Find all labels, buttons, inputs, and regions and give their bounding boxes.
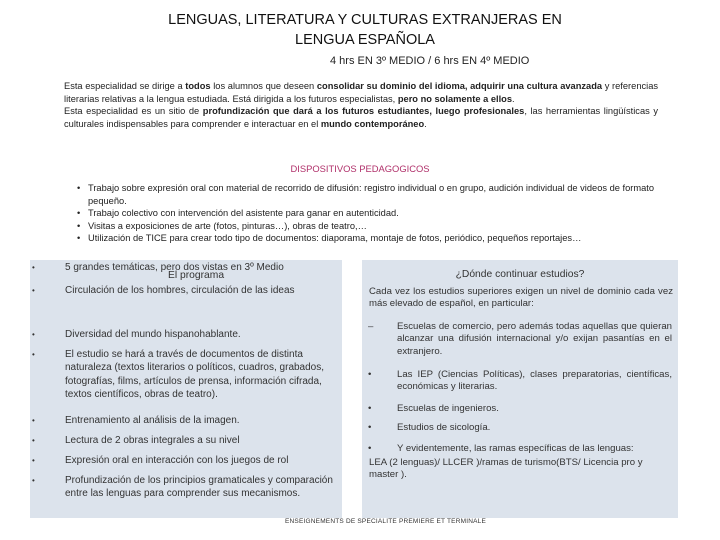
intro-paragraph-1 — [64, 80, 658, 105]
programa-item-text: Diversidad del mundo hispanohablante. — [65, 329, 241, 340]
bullet-icon: • — [368, 403, 372, 414]
programa-item-text: Circulación de los hombres, circulación de las ideas — [65, 285, 295, 296]
programa-item-text: Lectura de 2 obras integrales a su nivel — [65, 435, 240, 446]
intro-bold-run: consolidar su dominio del idioma, adquirir una cultura avanzada — [316, 81, 603, 91]
intro-text — [64, 80, 658, 130]
list-item: • Trabajo sobre expresión oral con material de recorrido de difusión: registro individual o en grupo, audición individual de videos de formato pequeño. — [76, 182, 676, 207]
intro-text-run: y referencias literarias relativas a la lengua estudiada. Está dirigida a los futuros especialistas, — [64, 81, 659, 104]
list-item: • Trabajo colectivo con intervención del asistente para ganar en autenticidad. — [76, 207, 676, 220]
intro-text-run: Esta especialidad es un sitio de — [64, 106, 203, 117]
title-line-1: LENGUAS, LITERATURA Y CULTURAS EXTRANJERAS EN — [168, 12, 562, 28]
dispositivos-heading: DISPOSITIVOS PEDAGOGICOS — [290, 163, 430, 174]
intro-text-run: , las herramientas lingüísticas y culturales indispensables para comprender e interactuar en el — [64, 106, 658, 129]
bullet-icon: • — [32, 456, 35, 465]
continuar-item: Escuelas de comercio, pero además todas aquellas que quieran alcanzar una difusión internacional y/o exijan pasantías en el extranjero. — [397, 321, 672, 357]
continuar-panel — [362, 260, 678, 518]
dispositivos-list — [76, 182, 676, 245]
bullet-icon: • — [368, 369, 372, 380]
intro-text-run: . — [424, 118, 427, 129]
continuar-item: Y evidentemente, las ramas específicas de las lenguas: — [397, 443, 634, 454]
programa-item-text: Entrenamiento al análisis de la imagen. — [65, 415, 240, 426]
continuar-closing: LEA (2 lenguas)/ LLCER )/ramas de turismo(BTS/ Licencia pro y master ). — [369, 457, 643, 481]
hours-subtitle: 4 hrs EN 3º MEDIO / 6 hrs EN 4º MEDIO — [330, 55, 530, 67]
list-item: • Utilización de TICE para crear todo tipo de documentos: diaporama, montaje de fotos, periódico, pequeños reportajes… — [76, 232, 676, 245]
title-line-2: LENGUA ESPAÑOLA — [295, 32, 435, 48]
bullet-icon: • — [32, 330, 35, 339]
bullet-icon: • — [32, 436, 35, 445]
bullet-icon: • — [368, 443, 372, 454]
intro-paragraph-2 — [64, 105, 658, 130]
programa-item-text: Profundización de los principios gramaticales y comparación entre las lenguas para comprender sus mecanismos. — [65, 475, 333, 500]
bullet-icon: • — [32, 476, 35, 485]
dash-icon: – — [368, 321, 374, 332]
bullet-icon: • — [368, 422, 372, 433]
continuar-item: Las IEP (Ciencias Políticas), clases preparatorias, científicas, económicas y literarias. — [397, 369, 672, 393]
intro-bold-run: mundo contemporáneo — [320, 118, 425, 129]
continuar-item: Estudios de sicología. — [397, 422, 491, 433]
programa-title: El programa — [168, 270, 225, 281]
document-title — [120, 10, 610, 50]
bullet-icon: • — [32, 350, 35, 359]
continuar-title: ¿Dónde continuar estudios? — [455, 269, 585, 280]
intro-text-run: los alumnos que deseen — [210, 81, 317, 91]
bullet-icon: • — [32, 263, 35, 272]
bullet-icon: • — [32, 286, 35, 295]
intro-bold-run: profundización que dará a los futuros estudiantes, luego profesionales — [202, 106, 525, 117]
intro-bold-run: pero no solamente a ellos — [397, 93, 513, 104]
programa-panel — [30, 260, 342, 518]
continuar-intro: Cada vez los estudios superiores exigen un nivel de dominio cada vez más elevado de español, en particular: — [369, 286, 673, 310]
bullet-icon: • — [32, 416, 35, 425]
programa-item-text: El estudio se hará a través de documentos de distinta naturaleza (textos literarios o políticos, cuadros, grabados, fotografías, films, artículos de prensa, información cifrada, textos científicos, obras de teatro). — [65, 349, 325, 401]
page-footer: ENSEIGNEMENTS DE SPECIALITE PREMIERE ET TERMINALE — [285, 518, 486, 525]
continuar-item: Escuelas de ingenieros. — [397, 403, 499, 414]
intro-bold-run: todos — [185, 81, 211, 91]
list-item: • Visitas a exposiciones de arte (fotos, pinturas…), obras de teatro,… — [76, 220, 676, 233]
intro-text-run: Esta especialidad se dirige a — [64, 81, 186, 91]
programa-item-text: Expresión oral en interacción con los juegos de rol — [65, 455, 289, 466]
intro-text-run: . — [512, 93, 515, 104]
programa-item-text: 5 grandes temáticas, pero dos vistas en 3º Medio — [65, 262, 284, 273]
